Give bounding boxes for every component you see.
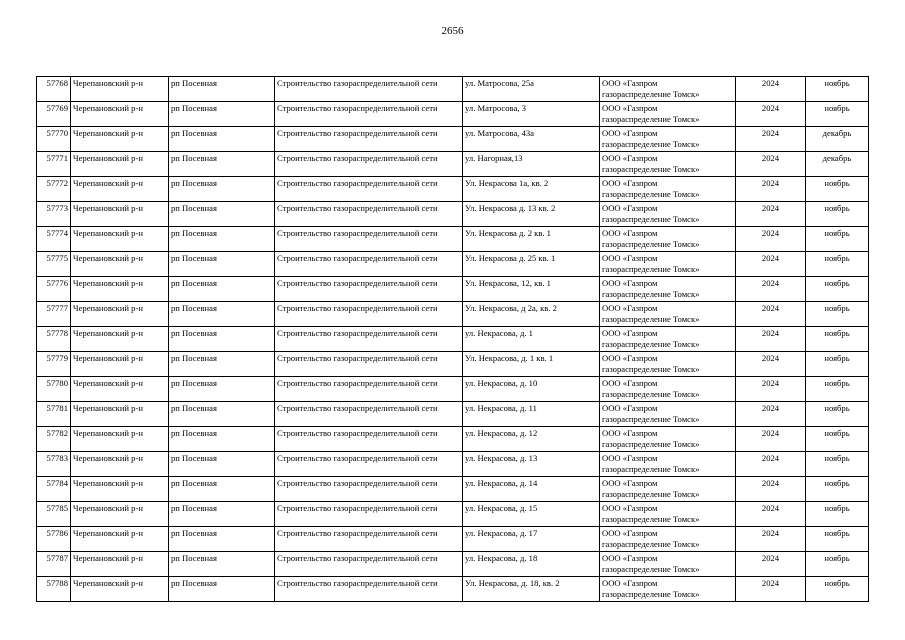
organization-line-1: ООО «Газпром: [602, 278, 658, 288]
cell-month: ноябрь: [806, 552, 869, 577]
organization-line-2: газораспределение Томск»: [602, 114, 700, 124]
cell-settlement: рп Посевная: [169, 527, 275, 552]
cell-year: 2024: [736, 377, 806, 402]
organization-line-2: газораспределение Томск»: [602, 389, 700, 399]
cell-year: 2024: [736, 77, 806, 102]
cell-address: Ул. Некрасова д. 2 кв. 1: [463, 227, 600, 252]
cell-settlement: рп Посевная: [169, 402, 275, 427]
cell-month: ноябрь: [806, 427, 869, 452]
cell-month: ноябрь: [806, 177, 869, 202]
table-row: [37, 377, 869, 402]
cell-organization: [600, 177, 736, 202]
cell-year: 2024: [736, 177, 806, 202]
cell-work-type: Строительство газораспределительной сети: [275, 277, 463, 302]
cell-organization: [600, 102, 736, 127]
cell-year: 2024: [736, 152, 806, 177]
cell-work-type: Строительство газораспределительной сети: [275, 152, 463, 177]
cell-year: 2024: [736, 302, 806, 327]
organization-line-1: ООО «Газпром: [602, 528, 658, 538]
cell-month: ноябрь: [806, 327, 869, 352]
cell-district: Черепановский р-н: [71, 527, 169, 552]
cell-year: 2024: [736, 102, 806, 127]
cell-record-number: 57780: [37, 377, 71, 402]
cell-month: ноябрь: [806, 227, 869, 252]
organization-line-2: газораспределение Томск»: [602, 339, 700, 349]
cell-address: ул. Некрасова, д. 1: [463, 327, 600, 352]
organization-line-2: газораспределение Томск»: [602, 564, 700, 574]
cell-address: ул. Матросова, 43а: [463, 127, 600, 152]
table-row: [37, 177, 869, 202]
cell-district: Черепановский р-н: [71, 252, 169, 277]
cell-settlement: рп Посевная: [169, 102, 275, 127]
cell-work-type: Строительство газораспределительной сети: [275, 327, 463, 352]
cell-settlement: рп Посевная: [169, 252, 275, 277]
cell-year: 2024: [736, 252, 806, 277]
cell-address: Ул. Некрасова 1а, кв. 2: [463, 177, 600, 202]
cell-address: Ул. Некрасова, 12, кв. 1: [463, 277, 600, 302]
cell-work-type: Строительство газораспределительной сети: [275, 427, 463, 452]
organization-line-1: ООО «Газпром: [602, 553, 658, 563]
cell-month: ноябрь: [806, 452, 869, 477]
cell-settlement: рп Посевная: [169, 177, 275, 202]
cell-district: Черепановский р-н: [71, 227, 169, 252]
table-row: [37, 302, 869, 327]
cell-settlement: рп Посевная: [169, 552, 275, 577]
cell-district: Черепановский р-н: [71, 552, 169, 577]
cell-district: Черепановский р-н: [71, 377, 169, 402]
cell-month: декабрь: [806, 127, 869, 152]
cell-district: Черепановский р-н: [71, 102, 169, 127]
cell-year: 2024: [736, 227, 806, 252]
cell-address: Ул. Некрасова д. 13 кв. 2: [463, 202, 600, 227]
organization-line-2: газораспределение Томск»: [602, 264, 700, 274]
cell-organization: [600, 327, 736, 352]
cell-organization: [600, 452, 736, 477]
cell-work-type: Строительство газораспределительной сети: [275, 102, 463, 127]
cell-year: 2024: [736, 327, 806, 352]
cell-record-number: 57781: [37, 402, 71, 427]
organization-line-1: ООО «Газпром: [602, 453, 658, 463]
cell-month: ноябрь: [806, 402, 869, 427]
cell-month: ноябрь: [806, 527, 869, 552]
cell-year: 2024: [736, 477, 806, 502]
table-row: [37, 477, 869, 502]
cell-address: ул. Некрасова, д. 14: [463, 477, 600, 502]
cell-organization: [600, 402, 736, 427]
cell-work-type: Строительство газораспределительной сети: [275, 177, 463, 202]
table-row: [37, 277, 869, 302]
cell-organization: [600, 352, 736, 377]
cell-organization: [600, 77, 736, 102]
organization-line-1: ООО «Газпром: [602, 328, 658, 338]
cell-district: Черепановский р-н: [71, 577, 169, 602]
cell-district: Черепановский р-н: [71, 152, 169, 177]
cell-month: ноябрь: [806, 352, 869, 377]
table-body: [37, 77, 869, 602]
cell-record-number: 57775: [37, 252, 71, 277]
cell-year: 2024: [736, 202, 806, 227]
organization-line-2: газораспределение Томск»: [602, 239, 700, 249]
cell-work-type: Строительство газораспределительной сети: [275, 552, 463, 577]
cell-record-number: 57788: [37, 577, 71, 602]
cell-record-number: 57784: [37, 477, 71, 502]
cell-work-type: Строительство газораспределительной сети: [275, 77, 463, 102]
cell-organization: [600, 552, 736, 577]
cell-record-number: 57776: [37, 277, 71, 302]
cell-district: Черепановский р-н: [71, 277, 169, 302]
table-row: [37, 202, 869, 227]
cell-month: ноябрь: [806, 252, 869, 277]
cell-address: ул. Матросова, 3: [463, 102, 600, 127]
cell-record-number: 57772: [37, 177, 71, 202]
organization-line-1: ООО «Газпром: [602, 478, 658, 488]
cell-settlement: рп Посевная: [169, 452, 275, 477]
organization-line-1: ООО «Газпром: [602, 203, 658, 213]
cell-month: ноябрь: [806, 202, 869, 227]
cell-settlement: рп Посевная: [169, 377, 275, 402]
cell-year: 2024: [736, 452, 806, 477]
cell-organization: [600, 152, 736, 177]
cell-address: ул. Некрасова, д. 11: [463, 402, 600, 427]
cell-settlement: рп Посевная: [169, 302, 275, 327]
cell-work-type: Строительство газораспределительной сети: [275, 502, 463, 527]
cell-record-number: 57779: [37, 352, 71, 377]
cell-record-number: 57777: [37, 302, 71, 327]
cell-settlement: рп Посевная: [169, 352, 275, 377]
cell-address: ул. Некрасова, д. 12: [463, 427, 600, 452]
cell-organization: [600, 427, 736, 452]
cell-month: ноябрь: [806, 277, 869, 302]
organization-line-2: газораспределение Томск»: [602, 164, 700, 174]
table-row: [37, 402, 869, 427]
table-row: [37, 352, 869, 377]
cell-settlement: рп Посевная: [169, 227, 275, 252]
cell-settlement: рп Посевная: [169, 502, 275, 527]
table-row: [37, 152, 869, 177]
cell-work-type: Строительство газораспределительной сети: [275, 252, 463, 277]
cell-record-number: 57769: [37, 102, 71, 127]
cell-year: 2024: [736, 427, 806, 452]
organization-line-1: ООО «Газпром: [602, 128, 658, 138]
organization-line-2: газораспределение Томск»: [602, 89, 700, 99]
cell-record-number: 57773: [37, 202, 71, 227]
organization-line-2: газораспределение Томск»: [602, 464, 700, 474]
cell-work-type: Строительство газораспределительной сети: [275, 577, 463, 602]
organization-line-1: ООО «Газпром: [602, 303, 658, 313]
cell-year: 2024: [736, 552, 806, 577]
cell-month: ноябрь: [806, 577, 869, 602]
cell-month: декабрь: [806, 152, 869, 177]
cell-year: 2024: [736, 502, 806, 527]
organization-line-2: газораспределение Томск»: [602, 364, 700, 374]
cell-settlement: рп Посевная: [169, 127, 275, 152]
cell-address: ул. Некрасова, д. 10: [463, 377, 600, 402]
table-row: [37, 102, 869, 127]
cell-district: Черепановский р-н: [71, 352, 169, 377]
cell-record-number: 57778: [37, 327, 71, 352]
cell-organization: [600, 127, 736, 152]
organization-line-2: газораспределение Томск»: [602, 489, 700, 499]
cell-month: ноябрь: [806, 77, 869, 102]
table-row: [37, 327, 869, 352]
table-row: [37, 77, 869, 102]
cell-record-number: 57782: [37, 427, 71, 452]
cell-work-type: Строительство газораспределительной сети: [275, 352, 463, 377]
table-row: [37, 502, 869, 527]
cell-work-type: Строительство газораспределительной сети: [275, 377, 463, 402]
cell-organization: [600, 502, 736, 527]
organization-line-1: ООО «Газпром: [602, 403, 658, 413]
cell-month: ноябрь: [806, 477, 869, 502]
cell-address: ул. Некрасова, д. 17: [463, 527, 600, 552]
cell-organization: [600, 577, 736, 602]
cell-settlement: рп Посевная: [169, 77, 275, 102]
organization-line-1: ООО «Газпром: [602, 378, 658, 388]
cell-record-number: 57783: [37, 452, 71, 477]
cell-district: Черепановский р-н: [71, 502, 169, 527]
cell-organization: [600, 202, 736, 227]
cell-organization: [600, 377, 736, 402]
cell-year: 2024: [736, 352, 806, 377]
cell-district: Черепановский р-н: [71, 452, 169, 477]
cell-organization: [600, 227, 736, 252]
cell-district: Черепановский р-н: [71, 77, 169, 102]
cell-record-number: 57787: [37, 552, 71, 577]
cell-record-number: 57786: [37, 527, 71, 552]
cell-address: ул. Некрасова, д. 18: [463, 552, 600, 577]
cell-settlement: рп Посевная: [169, 277, 275, 302]
cell-settlement: рп Посевная: [169, 427, 275, 452]
cell-organization: [600, 252, 736, 277]
organization-line-2: газораспределение Томск»: [602, 539, 700, 549]
organization-line-1: ООО «Газпром: [602, 353, 658, 363]
organization-line-2: газораспределение Томск»: [602, 414, 700, 424]
table-row: [37, 452, 869, 477]
cell-address: ул. Матросова, 25а: [463, 77, 600, 102]
cell-year: 2024: [736, 577, 806, 602]
cell-district: Черепановский р-н: [71, 302, 169, 327]
organization-line-1: ООО «Газпром: [602, 178, 658, 188]
cell-organization: [600, 477, 736, 502]
organization-line-1: ООО «Газпром: [602, 153, 658, 163]
table-row: [37, 127, 869, 152]
organization-line-1: ООО «Газпром: [602, 503, 658, 513]
cell-address: ул. Нагорная,13: [463, 152, 600, 177]
organization-line-1: ООО «Газпром: [602, 578, 658, 588]
cell-settlement: рп Посевная: [169, 202, 275, 227]
cell-organization: [600, 277, 736, 302]
cell-record-number: 57770: [37, 127, 71, 152]
organization-line-2: газораспределение Томск»: [602, 314, 700, 324]
organization-line-1: ООО «Газпром: [602, 78, 658, 88]
cell-organization: [600, 527, 736, 552]
cell-district: Черепановский р-н: [71, 427, 169, 452]
organization-line-1: ООО «Газпром: [602, 103, 658, 113]
cell-work-type: Строительство газораспределительной сети: [275, 527, 463, 552]
cell-work-type: Строительство газораспределительной сети: [275, 127, 463, 152]
organization-line-2: газораспределение Томск»: [602, 139, 700, 149]
cell-address: Ул. Некрасова д. 25 кв. 1: [463, 252, 600, 277]
cell-work-type: Строительство газораспределительной сети: [275, 477, 463, 502]
cell-month: ноябрь: [806, 102, 869, 127]
table-row: [37, 427, 869, 452]
cell-work-type: Строительство газораспределительной сети: [275, 227, 463, 252]
organization-line-1: ООО «Газпром: [602, 253, 658, 263]
cell-month: ноябрь: [806, 302, 869, 327]
cell-settlement: рп Посевная: [169, 152, 275, 177]
table-row: [37, 252, 869, 277]
cell-address: ул. Некрасова, д. 13: [463, 452, 600, 477]
cell-month: ноябрь: [806, 377, 869, 402]
organization-line-2: газораспределение Томск»: [602, 214, 700, 224]
cell-work-type: Строительство газораспределительной сети: [275, 302, 463, 327]
cell-year: 2024: [736, 402, 806, 427]
cell-address: Ул. Некрасова, д 2а, кв. 2: [463, 302, 600, 327]
cell-address: Ул. Некрасова, д. 18, кв. 2: [463, 577, 600, 602]
cell-organization: [600, 302, 736, 327]
cell-year: 2024: [736, 527, 806, 552]
cell-record-number: 57785: [37, 502, 71, 527]
cell-district: Черепановский р-н: [71, 402, 169, 427]
cell-district: Черепановский р-н: [71, 127, 169, 152]
organization-line-2: газораспределение Томск»: [602, 439, 700, 449]
table-row: [37, 527, 869, 552]
cell-settlement: рп Посевная: [169, 577, 275, 602]
cell-work-type: Строительство газораспределительной сети: [275, 202, 463, 227]
gasification-table: [36, 76, 869, 602]
organization-line-2: газораспределение Томск»: [602, 514, 700, 524]
cell-record-number: 57771: [37, 152, 71, 177]
cell-district: Черепановский р-н: [71, 477, 169, 502]
cell-month: ноябрь: [806, 502, 869, 527]
cell-work-type: Строительство газораспределительной сети: [275, 452, 463, 477]
cell-settlement: рп Посевная: [169, 477, 275, 502]
cell-district: Черепановский р-н: [71, 327, 169, 352]
organization-line-2: газораспределение Томск»: [602, 589, 700, 599]
cell-district: Черепановский р-н: [71, 202, 169, 227]
organization-line-1: ООО «Газпром: [602, 228, 658, 238]
cell-address: Ул. Некрасова, д. 1 кв. 1: [463, 352, 600, 377]
cell-settlement: рп Посевная: [169, 327, 275, 352]
table-row: [37, 552, 869, 577]
cell-record-number: 57768: [37, 77, 71, 102]
table-row: [37, 227, 869, 252]
organization-line-2: газораспределение Томск»: [602, 189, 700, 199]
cell-district: Черепановский р-н: [71, 177, 169, 202]
cell-address: ул. Некрасова, д. 15: [463, 502, 600, 527]
cell-record-number: 57774: [37, 227, 71, 252]
table-row: [37, 577, 869, 602]
cell-year: 2024: [736, 277, 806, 302]
page-number: 2656: [441, 25, 464, 37]
organization-line-1: ООО «Газпром: [602, 428, 658, 438]
cell-year: 2024: [736, 127, 806, 152]
organization-line-2: газораспределение Томск»: [602, 289, 700, 299]
cell-work-type: Строительство газораспределительной сети: [275, 402, 463, 427]
